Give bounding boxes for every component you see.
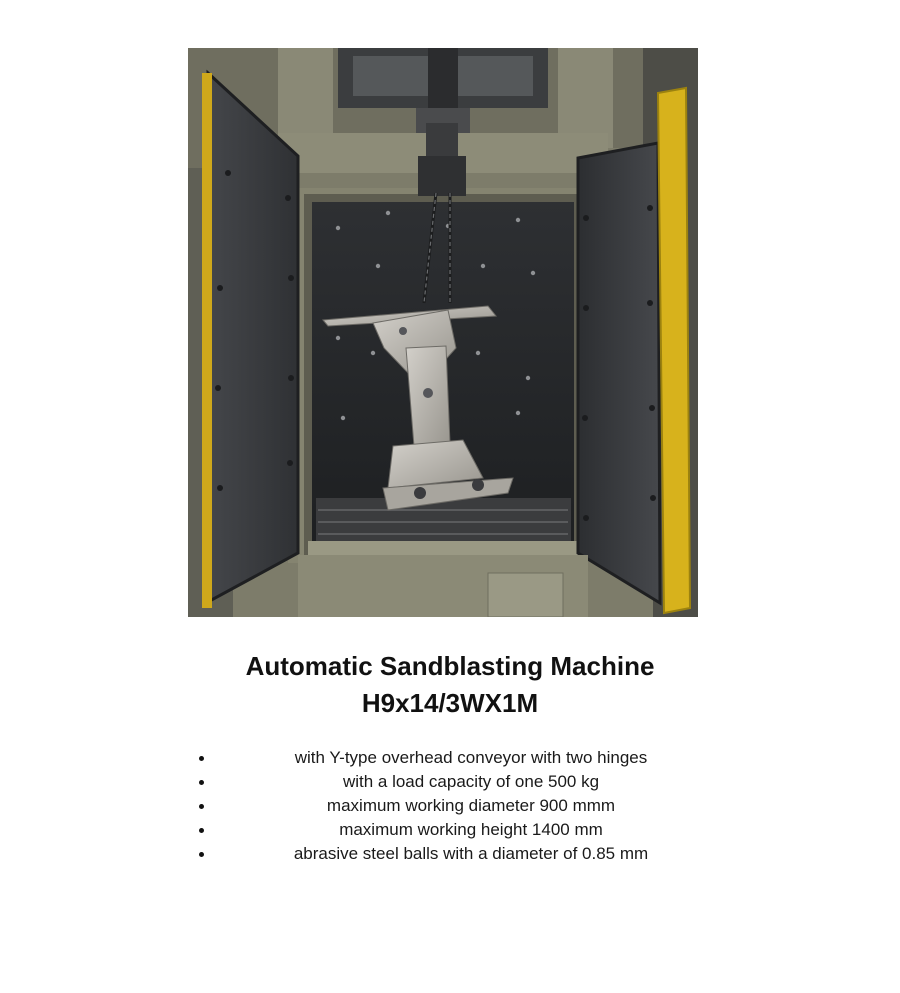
sandblasting-machine-image [188, 48, 698, 617]
bullet-icon [199, 780, 204, 785]
feature-item [190, 818, 700, 842]
feature-item [190, 794, 700, 818]
machine-photo [188, 48, 698, 617]
feature-item [190, 746, 700, 770]
product-title [150, 648, 750, 722]
product-model-number: H9x14/3WX1M [361, 688, 539, 718]
bullet-icon [199, 828, 204, 833]
feature-text: maximum working height 1400 mm [339, 820, 603, 839]
feature-item [190, 842, 700, 866]
feature-list [190, 746, 700, 866]
feature-item [190, 770, 700, 794]
bullet-icon [199, 756, 204, 761]
feature-text: abrasive steel balls with a diameter of 0.85 mm [293, 844, 649, 863]
product-title-line-1: Automatic Sandblasting Machine [245, 651, 655, 681]
feature-text: with Y-type overhead conveyor with two hinges [294, 748, 648, 767]
bullet-icon [199, 804, 204, 809]
bullet-icon [199, 852, 204, 857]
feature-text: with a load capacity of one 500 kg [342, 772, 600, 791]
feature-text: maximum working diameter 900 mmm [326, 796, 616, 815]
